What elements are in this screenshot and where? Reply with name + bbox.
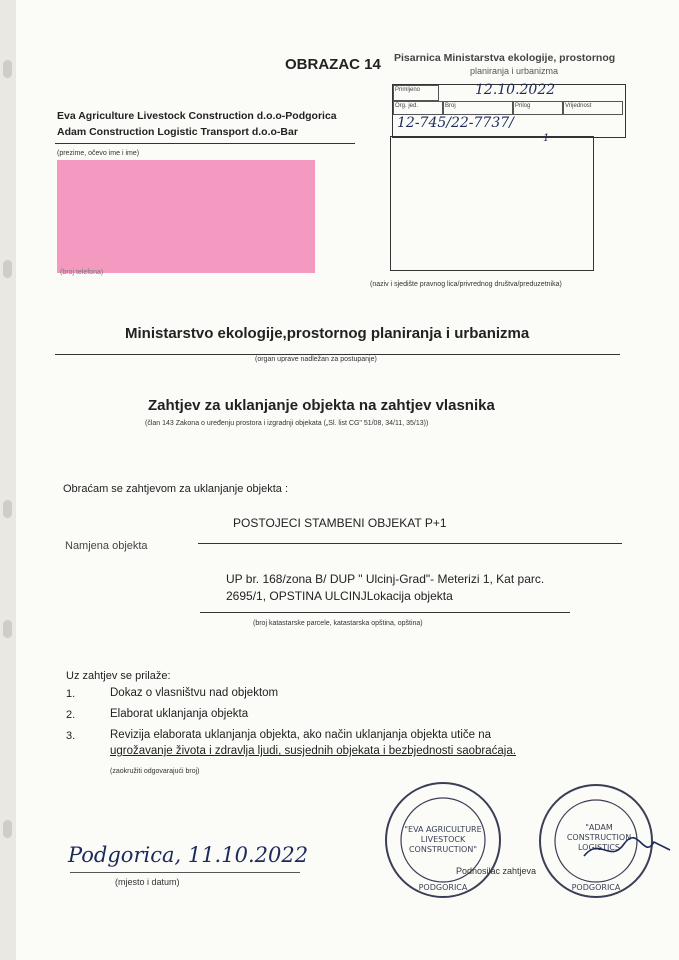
object-label: Namjena objekta — [65, 540, 148, 552]
stamp-eva — [383, 780, 503, 900]
punch-hole — [3, 260, 12, 278]
punch-hole — [3, 620, 12, 638]
file-number: 12-745/22-7737/ — [397, 115, 514, 131]
stamp-eva-text-1: "EVA AGRICULTURE — [404, 825, 482, 834]
file-suffix: 1 — [543, 133, 550, 144]
form-number: OBRAZAC 14 — [285, 56, 381, 73]
office-line-2: planiranja i urbanizma — [470, 66, 559, 76]
authority-name: Ministarstvo ekologije,prostornog planiranja i urbanizma — [125, 325, 530, 342]
col-value: Vrijednost — [563, 101, 623, 115]
attachments-heading: Uz zahtjev se prilaže: — [66, 670, 171, 682]
attachment-text-3-cont: ugrožavanje života i zdravlja ljudi, susjednih objekata i bezbjednosti saobraćaja. — [110, 745, 516, 757]
stamp-eva-text-2: LIVESTOCK — [420, 835, 466, 844]
attachment-text-2: Elaborat uklanjanja objekta — [110, 708, 249, 720]
location-line-2: 2695/1, OPSTINA ULCINJLokacija objekta — [226, 589, 453, 603]
name-caption: (prezime, očevo ime i ime) — [57, 150, 140, 157]
attachment-text-1: Dokaz o vlasništvu nad objektom — [110, 687, 279, 699]
applicant-company-2: Adam Construction Logistic Transport d.o.o-Bar — [57, 126, 298, 138]
redacted-block — [57, 160, 315, 273]
legal-entity-box — [390, 136, 594, 271]
stamp-eva-ring: PODGORICA — [418, 883, 468, 892]
punch-hole — [3, 500, 12, 518]
attachment-text-3: Revizija elaborata uklanjanja objekta, ako način uklanjanja objekta utiče na — [110, 729, 492, 741]
stamp-adam-text-3: LOGISTICS — [577, 843, 621, 852]
phone-caption: (broj telefona) — [60, 269, 104, 276]
applicant-caption: Podnosilac zahtjeva — [456, 866, 537, 876]
place-caption: (mjesto i datum) — [115, 877, 180, 887]
legal-entity-caption: (naziv i sjedište pravnog lica/privrednog društva/preduzetnika) — [370, 281, 562, 288]
attachments-note: (zaokružiti odgovarajući broj) — [110, 768, 200, 775]
punch-hole — [3, 820, 12, 838]
location-line-1: UP br. 168/zona B/ DUP " Ulcinj-Grad"- Meterizi 1, Kat parc. — [226, 572, 545, 586]
signature-mark — [577, 830, 675, 870]
registry-stamp — [392, 82, 626, 144]
col-number: Broj — [443, 101, 513, 115]
attachment-num-3: 3. — [66, 730, 76, 742]
request-intro: Obraćam se zahtjevom za uklanjanje objekta : — [63, 483, 289, 495]
received-date: 12.10.2022 — [475, 82, 556, 98]
stamp-eva-text-3: CONSTRUCTION" — [408, 845, 478, 854]
stamp-adam-text-1: "ADAM — [585, 823, 613, 832]
office-line-1: Pisarnica Ministarstva ekologije, prostornog — [394, 52, 616, 64]
received-label: Primljeno — [393, 85, 439, 101]
binder-edge — [0, 0, 16, 960]
stamp-adam-text-2: CONSTRUCTION — [566, 833, 632, 842]
place-date: Podgorica, 11.10.2022 — [68, 843, 309, 867]
col-attachment: Prilog — [513, 101, 563, 115]
col-unit: Org. jed. — [393, 101, 443, 115]
applicant-company-1: Eva Agriculture Livestock Construction d.o.o-Podgorica — [57, 110, 337, 122]
request-title: Zahtjev za uklanjanje objekta na zahtjev vlasnika — [148, 397, 495, 414]
attachment-num-1: 1. — [66, 688, 76, 700]
stamp-adam-ring: PODGORICA — [571, 883, 621, 892]
authority-caption: (organ uprave nadležan za postupanje) — [255, 356, 377, 363]
object-value: POSTOJECI STAMBENI OBJEKAT P+1 — [233, 516, 447, 530]
punch-hole — [3, 60, 12, 78]
legal-basis: (član 143 Zakona o uređenju prostora i izgradnji objekata („Sl. list CG" 51/08, 34/11, 35/13)) — [145, 420, 429, 427]
attachment-num-2: 2. — [66, 709, 76, 721]
location-caption: (broj katastarske parcele, katastarska opština, opština) — [253, 620, 423, 627]
